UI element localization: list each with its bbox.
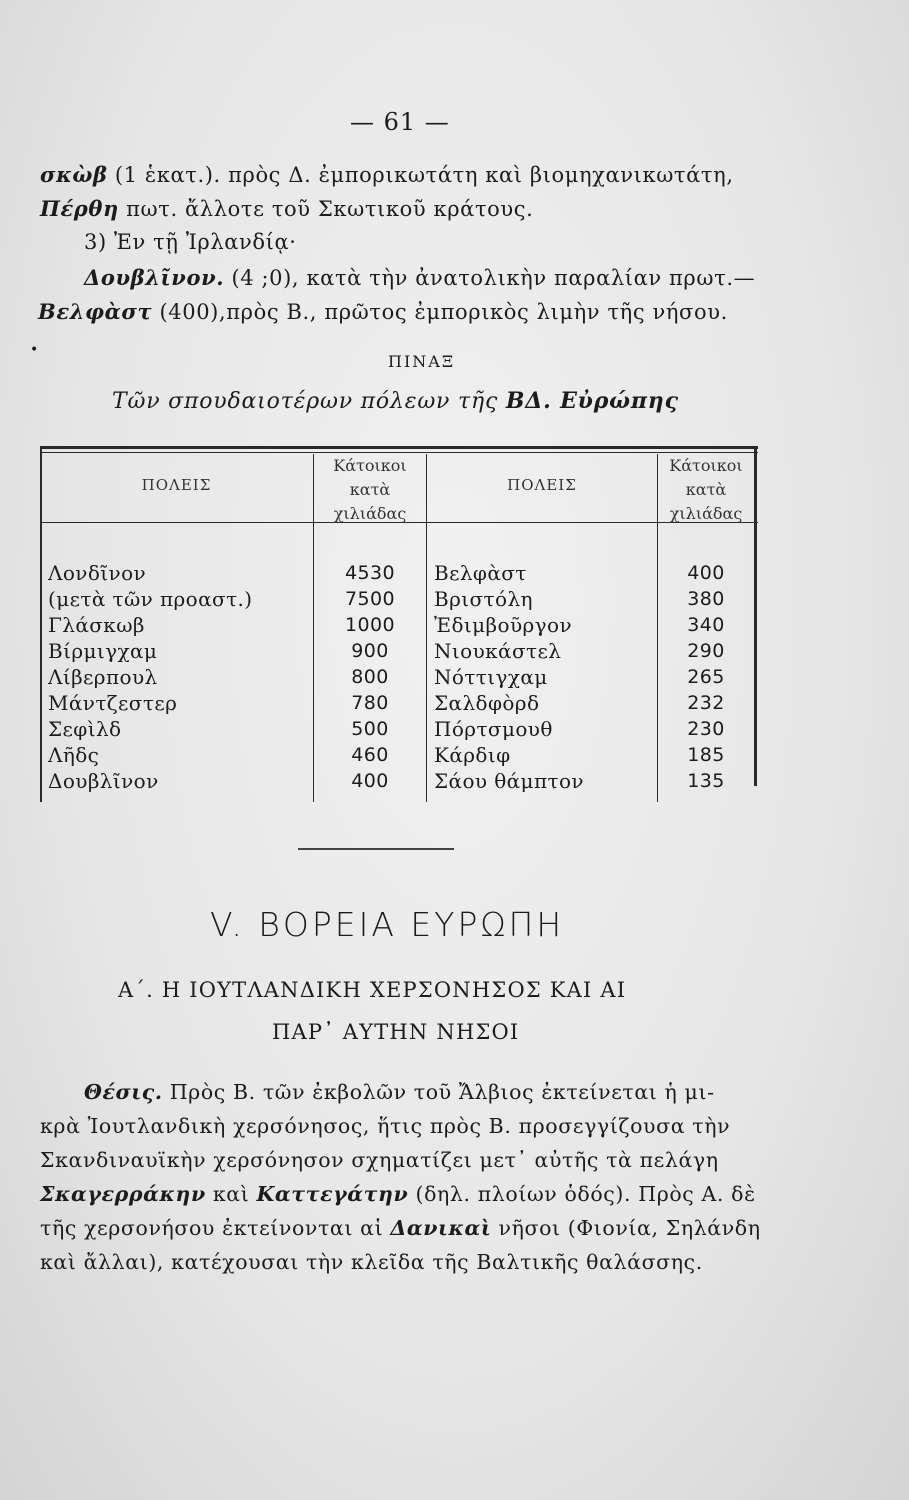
term-bold: σκὼβ [40, 162, 108, 187]
term-bold: Δουβλῖνον. [84, 265, 225, 290]
city-cell: (μετὰ τῶν προαστ.) [48, 587, 253, 611]
intro-line-3: 3) Ἐν τῇ Ἰρλανδίᾳ· [84, 230, 297, 254]
pop-cell: 185 [687, 744, 725, 766]
body-line-4 [40, 1182, 756, 1206]
header-pop-line1: Κάτοικοι [669, 456, 743, 475]
pop-cell: 800 [351, 666, 389, 688]
body-line-3: Σκανδιναυϊκὴν χερσόνησον σχηματίζει μετ᾽ αὐτῆς τὰ πελάγη [40, 1148, 719, 1172]
pop-cell: 400 [687, 562, 725, 584]
term-bold: Σκαγερράκην [40, 1182, 206, 1206]
right-city-column [434, 560, 656, 794]
pop-cell: 1000 [345, 614, 395, 636]
cities-table [40, 446, 758, 802]
body-line-5 [40, 1216, 761, 1240]
header-pop-line3: χιλιάδας [333, 504, 407, 523]
term-bold: Βελφὰστ [38, 299, 153, 324]
pop-cell: 380 [687, 588, 725, 610]
header-pop-line1: Κάτοικοι [333, 456, 407, 475]
table-right-edge [754, 446, 757, 786]
table-subtitle [112, 388, 679, 414]
city-cell: Σαλδφὸρδ [434, 691, 540, 715]
intro-line-4 [84, 265, 755, 290]
line-text: Πρὸς Β. τῶν ἐκβολῶν τοῦ Ἄλβιος ἐκτείνεται ἡ μι- [162, 1080, 715, 1104]
city-cell: Γλάσκωβ [48, 613, 145, 637]
term-bold: Καττεγάτην [256, 1182, 409, 1206]
pop-cell: 900 [351, 640, 389, 662]
body-line-1 [84, 1080, 715, 1104]
term-bold: Θέσις. [84, 1080, 163, 1104]
city-cell: Μάντζεστερ [48, 691, 178, 715]
table-top-rule-2 [40, 452, 758, 453]
subtitle-text: Τῶν σπουδαιοτέρων πόλεων τῆς [112, 389, 506, 414]
city-cell: Βελφὰστ [434, 561, 527, 585]
city-cell: Λονδῖνον [48, 561, 147, 585]
table-heading: ΠΙΝΑΞ [388, 352, 456, 371]
city-cell: Νιουκάστελ [434, 639, 562, 663]
city-cell: Βίρμιγχαμ [48, 639, 158, 663]
city-cell: Λίβερπουλ [48, 665, 158, 689]
intro-line-2 [40, 196, 533, 221]
line-text: πωτ. ἄλλοτε τοῦ Σκωτικοῦ κράτους. [118, 197, 534, 221]
term-bold: Πέρθη [40, 196, 119, 221]
line-text: (4 ;0), κατὰ τὴν ἀνατολικὴν παραλίαν πρωτ.— [224, 266, 756, 290]
city-cell: Σάου θάμπτον [434, 769, 584, 793]
pop-cell: 340 [687, 614, 725, 636]
line-text: (1 ἑκατ.). πρὸς Δ. ἐμπορικωτάτη καὶ βιομηχανικωτάτη, [107, 163, 734, 187]
right-pop-column [658, 560, 754, 794]
pop-cell: 780 [351, 692, 389, 714]
section-title: V. ΒΟΡΕΙΑ ΕΥΡΩΠΗ [210, 905, 565, 944]
pop-cell: 400 [351, 770, 389, 792]
line-text: νῆσοι (Φιονία, Σηλάνδη [491, 1216, 761, 1240]
city-cell: Δουβλῖνον [48, 769, 159, 793]
body-line-2: κρὰ Ἰουτλανδικὴ χερσόνησος, ἥτις πρὸς Β. προσεγγίζουσα τὴν [40, 1114, 731, 1138]
header-pop-line2: κατὰ [349, 480, 391, 499]
left-pop-column [314, 560, 426, 794]
city-cell: Κάρδιφ [434, 743, 511, 767]
bullet-mark: • [30, 342, 39, 358]
pop-cell: 4530 [345, 562, 395, 584]
chapter-title-line-2: ΠΑΡ᾽ ΑΥΤΗΝ ΝΗΣΟΙ [272, 1020, 520, 1044]
intro-line-5 [38, 299, 728, 324]
column-divider-2 [426, 454, 427, 802]
header-pop-line3: χιλιάδας [669, 504, 743, 523]
city-cell: Σεφὶλδ [48, 717, 122, 741]
page-number: — 61 — [350, 108, 450, 136]
pop-cell: 500 [351, 718, 389, 740]
pop-cell: 290 [687, 640, 725, 662]
pop-cell: 7500 [345, 588, 395, 610]
term-bold: Δανικαὶ [390, 1216, 492, 1240]
left-city-column [48, 560, 313, 794]
intro-line-1 [40, 162, 734, 187]
line-text: τῆς χερσονήσου ἐκτείνονται αἱ [40, 1216, 391, 1240]
pop-cell: 460 [351, 744, 389, 766]
header-cities-right: ΠΟΛΕΙΣ [507, 476, 577, 494]
table-left-edge [40, 446, 42, 802]
header-pop-right [658, 454, 754, 526]
line-text: καὶ [205, 1182, 257, 1206]
chapter-title-line-1: Α΄. Η ΙΟΥΤΛΑΝΔΙΚΗ ΧΕΡΣΟΝΗΣΟΣ ΚΑΙ ΑΙ [118, 978, 627, 1002]
body-line-6: καὶ ἄλλαι), κατέχουσαι τὴν κλεῖδα τῆς Βαλτικῆς θαλάσσης. [40, 1250, 703, 1274]
subtitle-bold: ΒΔ. Εὐρώπης [505, 388, 679, 414]
city-cell: Βριστόλη [434, 587, 533, 611]
pop-cell: 232 [687, 692, 725, 714]
pop-cell: 135 [687, 770, 725, 792]
line-text: (400),πρὸς Β., πρῶτος ἐμπορικὸς λιμὴν τῆς νήσου. [152, 300, 728, 324]
city-cell: Νόττιγχαμ [434, 665, 548, 689]
line-text: (δηλ. πλοίων ὁδός). Πρὸς Α. δὲ [408, 1182, 756, 1206]
header-pop-line2: κατὰ [685, 480, 727, 499]
city-cell: Ἐδιμβοῦργον [434, 613, 573, 637]
header-cities-left: ΠΟΛΕΙΣ [141, 476, 212, 494]
pop-cell: 230 [687, 718, 725, 740]
city-cell: Λῆδς [48, 743, 100, 767]
table-top-rule [40, 446, 758, 449]
header-pop-left [314, 454, 426, 526]
section-separator [298, 848, 454, 850]
pop-cell: 265 [687, 666, 725, 688]
city-cell: Πόρτσμουθ [434, 717, 553, 741]
